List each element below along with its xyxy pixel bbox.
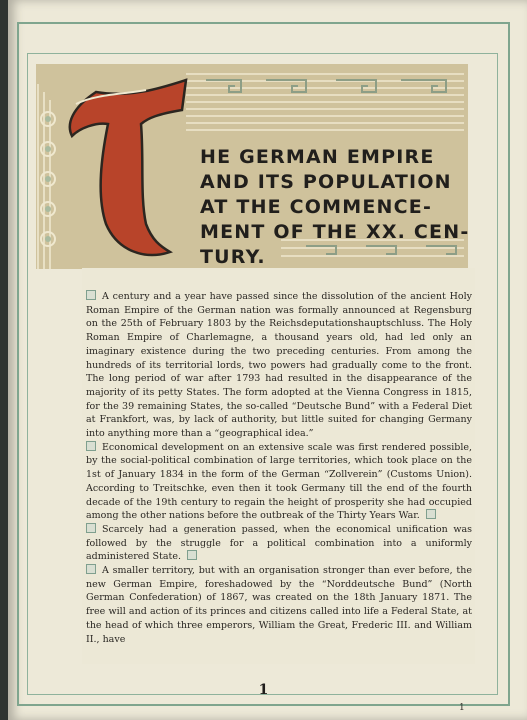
paragraph-3-text: Scarcely had a generation passed, when the economical unification was followed by the struggle for a political combination into a uniformly administered State. — [86, 523, 472, 563]
paragraph-square-icon — [86, 290, 96, 300]
paragraph-2 — [86, 441, 472, 523]
body-text — [86, 290, 472, 646]
title-line-3: AT THE COMMENCE- — [200, 196, 433, 218]
paragraph-square-icon — [86, 441, 96, 451]
paragraph-1-text: A century and a year have passed since the dissolution of the ancient Holy Roman Empire of the German nation was formally announced at Regensburg on the 25th of February 1803 by the Reichsdeputationshauptschluss. The Holy Roman Empire of Charlemagne, a thousand years old, had led only an imaginary existence during the two preceding centuries. From among the hundreds of its territorial lords, two powers had gradually come to the front. The long period of war after 1793 had resulted in the disappearance of the majority of its petty States. The form adopted at the Vienna Congress in 1815, for the 39 remaining States, the so-called “Deutsche Bund” with a Federal Diet at Frankfort, was, by lack of authority, but little suited for changing Germany into anything more than a “geographical idea.” — [86, 291, 472, 440]
chapter-title — [200, 145, 480, 270]
paragraph-square-icon — [426, 509, 436, 519]
paragraph-2-text: Economical development on an extensive scale was first rendered possible, by the social-political combination of large territories, which took place on the 1st of January 1834 in the form of the German “Zollverein” (Customs Union). According to Treitschke, even then it took Germany till the end of the fourth decade of the 19th century to regain the height of prosperity she had occupied among the other nations before the outbreak of the Thirty Years War. — [86, 441, 472, 522]
paragraph-square-icon — [187, 550, 197, 560]
paragraph-3 — [86, 523, 472, 564]
paragraph-1 — [86, 290, 472, 441]
title-line-2: AND ITS POPULATION — [200, 171, 452, 193]
paragraph-4 — [86, 564, 472, 646]
paragraph-square-icon — [86, 523, 96, 533]
paragraph-4-text: A smaller territory, but with an organisation stronger than ever before, the new German Empire, foreshadowed by the “Norddeutsche Bund” (North German Confederation) of 1867, was created on the 18th January 1871. The free will and action of its princes and citizens called into life a Federal State, at the head of which three emperors, William the Great, Frederic III. and William II., have — [86, 565, 472, 645]
page-number: 1 — [258, 682, 269, 698]
paragraph-square-icon — [86, 564, 96, 574]
title-line-5: TURY. — [200, 246, 266, 268]
title-line-4: MENT OF THE XX. CEN- — [200, 221, 470, 243]
title-line-1: HE GERMAN EMPIRE — [200, 146, 435, 168]
signature-mark: 1 — [459, 703, 465, 713]
